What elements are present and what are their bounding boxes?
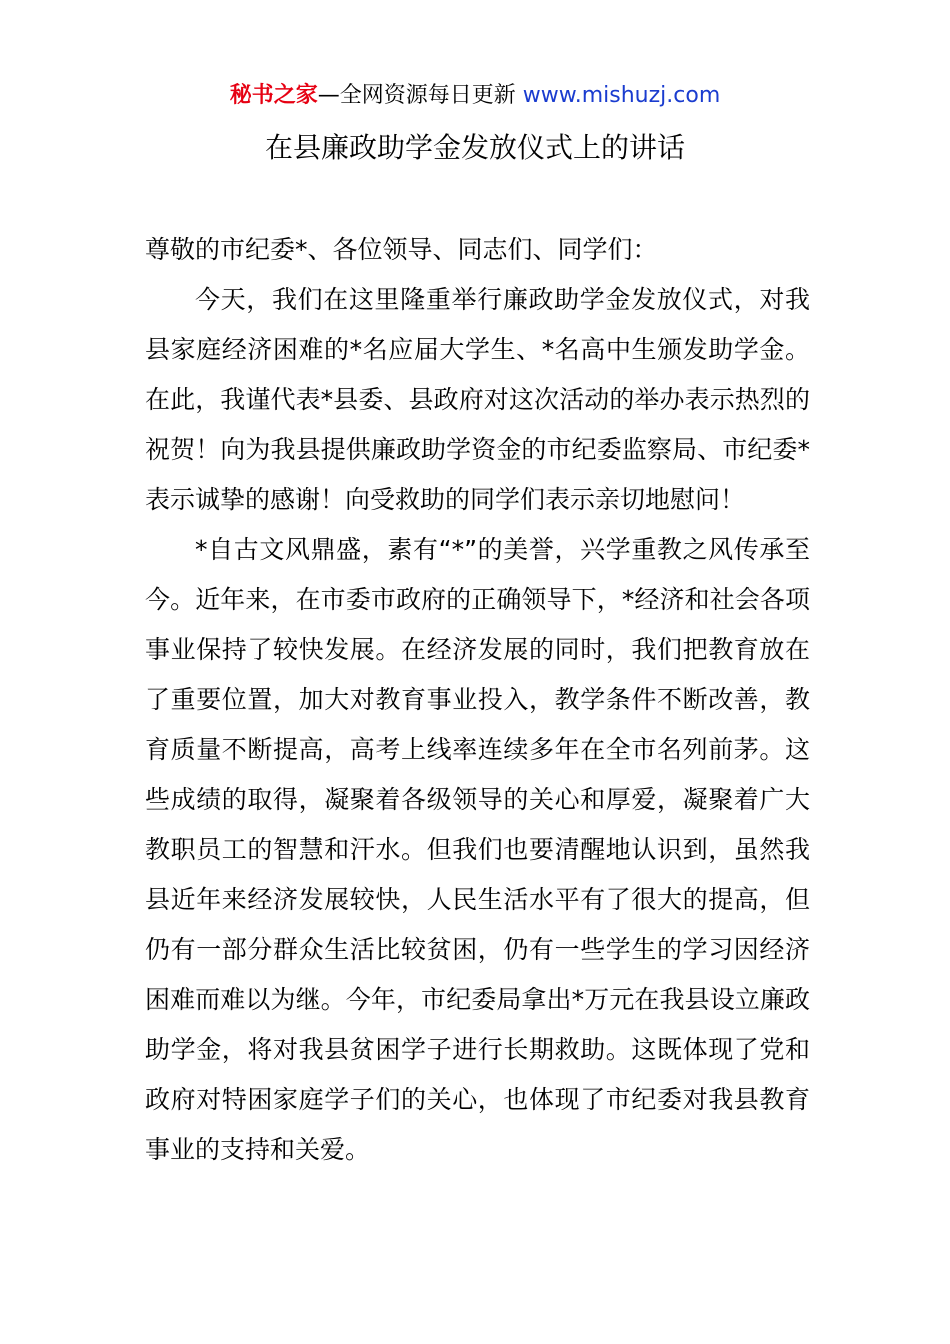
salutation: 尊敬的市纪委*、各位领导、同志们、同学们： — [145, 235, 658, 264]
header-slogan: —全网资源每日更新 — [317, 83, 523, 108]
document-title: 在县廉政助学金发放仪式上的讲话 — [264, 131, 685, 164]
document-body — [145, 225, 810, 1175]
site-url-link[interactable]: www.mishuzj.com — [522, 83, 721, 108]
brand-name: 秘书之家 — [229, 83, 318, 108]
paragraph-2: *自古文风鼎盛，素有“*”的美誉，兴学重教之风传承至今。近年来，在市委市政府的正确领导下，*经济和社会各项事业保持了较快发展。在经济发展的同时，我们把教育放在了重要位置，加大对教育事业投入，教学条件不断改善，教育质量不断提高，高考上线率连续多年在全市名列前茅。这些成绩的取得，凝聚着各级领导的关心和厚爱，凝聚着广大教职员工的智慧和汗水。但我们也要清醒地认识到，虽然我县近年来经济发展较快，人民生活水平有了很大的提高，但仍有一部分群众生活比较贫困，仍有一些学生的学习因经济困难而难以为继。今年，市纪委局拿出*万元在我县设立廉政助学金，将对我县贫困学子进行长期救助。这既体现了党和政府对特困家庭学子们的关心，也体现了市纪委对我县教育事业的支持和关爱。 — [145, 535, 810, 1164]
site-header — [0, 80, 950, 112]
paragraph-1: 今天，我们在这里隆重举行廉政助学金发放仪式，对我县家庭经济困难的*名应届大学生、*名高中生颁发助学金。在此，我谨代表*县委、县政府对这次活动的举办表示热烈的祝贺！向为我县提供廉政助学资金的市纪委监察局、市纪委*表示诚挚的感谢！向受救助的同学们表示亲切地慰问！ — [145, 285, 810, 514]
